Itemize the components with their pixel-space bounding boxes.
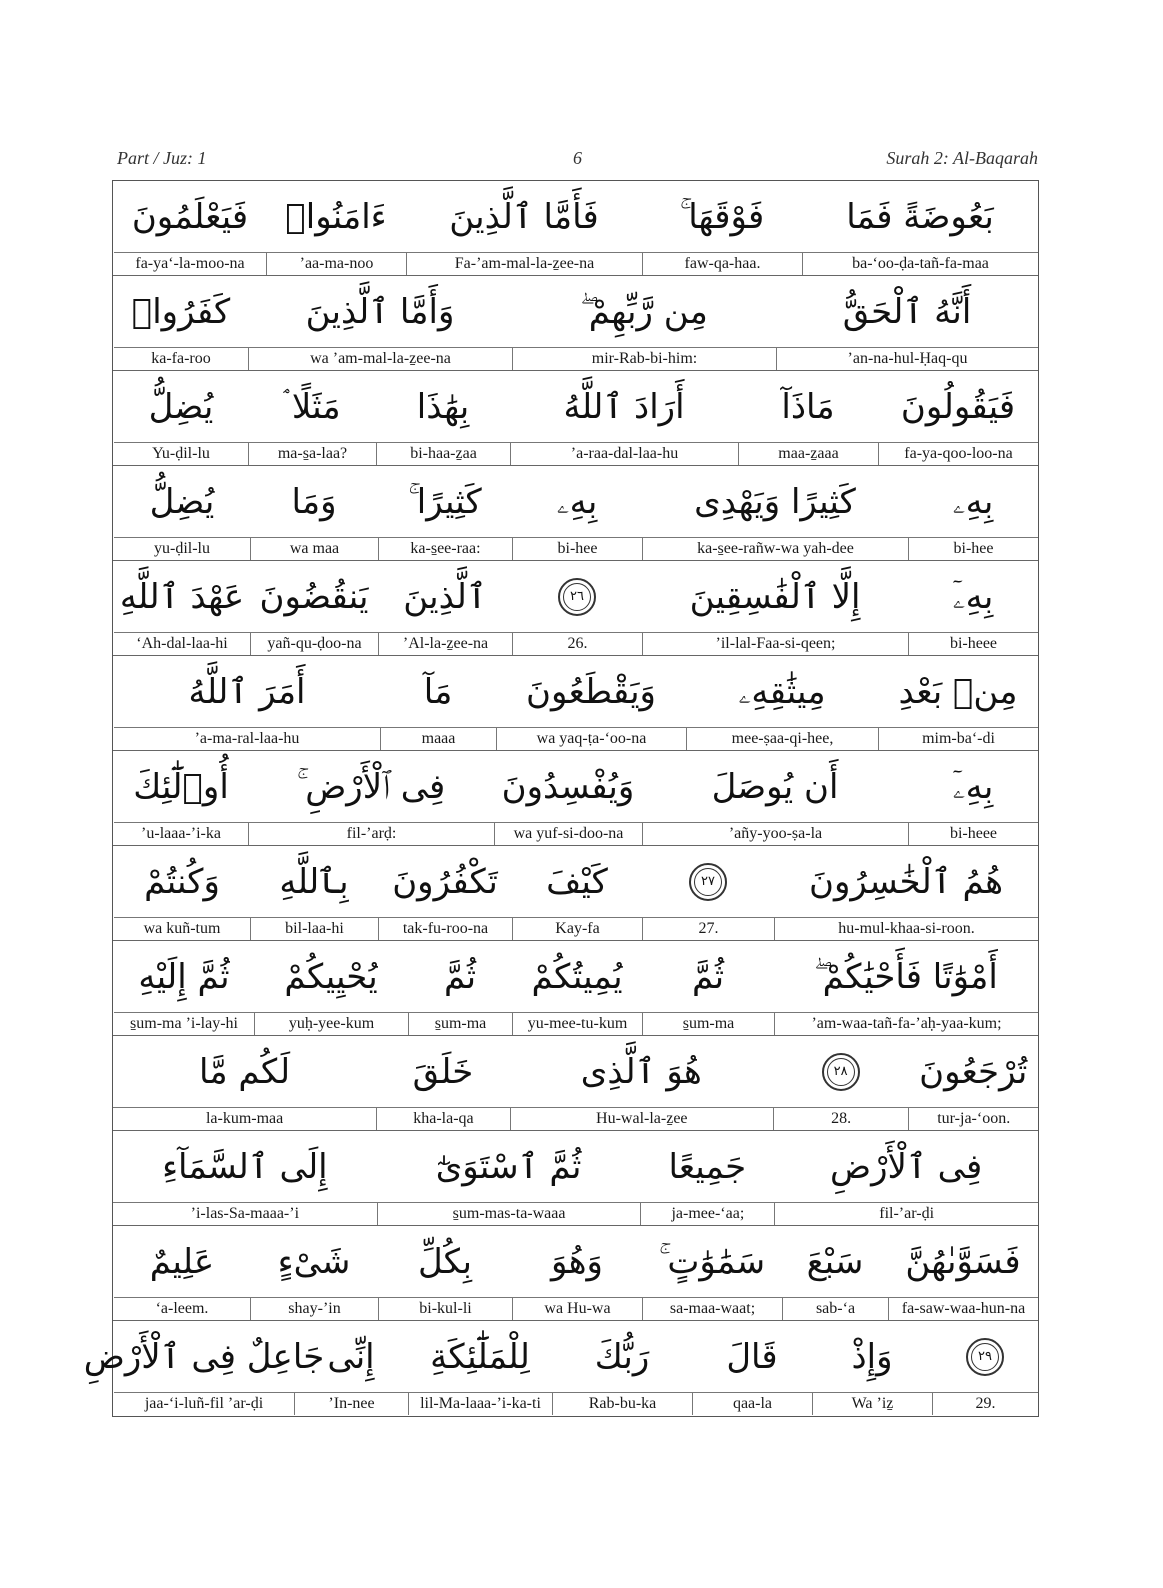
word-cell [932,1321,1038,1416]
verse-number-arabic: ٢٨ [833,1064,848,1079]
transliteration: bi-haa-ẕaa [376,442,510,465]
arabic-word: مِن رَّبِّهِمْ ۖ [580,291,708,332]
word-cell [496,656,686,750]
transliteration: Wa ’iẕ [812,1392,932,1415]
transliteration: faw-qa-haa. [642,252,802,275]
verse-line-row [113,561,1038,656]
arabic-word: إِنِّى [327,1336,375,1377]
arabic-word: مَاذَآ [781,386,835,427]
word-cell [510,1036,773,1130]
transliteration: s̱um-ma [642,1012,774,1035]
arabic-word: ءَامَنُوا۟ [285,196,387,237]
transliteration: ’aa-ma-noo [266,252,406,275]
arabic-word: لَكُم مَّا [199,1051,291,1092]
transliteration: bi-hee [908,537,1038,560]
transliteration: tak-fu-roo-na [378,917,512,940]
word-cell [113,1036,376,1130]
arabic-word: سَمَٰوَٰتٍ ۚ [658,1241,766,1282]
verse-marker-icon [688,862,728,902]
transliteration: ’an-na-hul-Ḥaq-qu [776,347,1038,370]
verse-line-row [113,656,1038,751]
word-cell [114,466,250,560]
word-cell [378,1226,512,1320]
arabic-word: وَيَقْطَعُونَ [526,671,656,712]
word-cell [250,561,378,655]
verse-line-row [113,1226,1038,1321]
word-cell [266,181,406,275]
word-cell [738,371,878,465]
transliteration: maaa [380,727,496,750]
word-cell [692,1321,812,1416]
arabic-word: وَمَا [291,481,337,522]
word-cell [908,751,1038,845]
word-cell [114,751,248,845]
arabic-word: كَفَرُوا۟ [131,291,231,332]
transliteration: Kay-fa [512,917,642,940]
arabic-word: فِى ٱلْأَرْضِ [830,1147,983,1187]
word-cell [642,751,908,845]
transliteration: 29. [932,1392,1038,1415]
arabic-word: فَوْقَهَا ۚ [679,196,765,237]
word-cell [642,846,774,940]
word-cell [114,561,250,655]
transliteration: fa-ya-qoo-loo-na [878,442,1038,465]
word-cell [378,466,512,560]
transliteration: bi-hee [512,537,642,560]
transliteration: ka-fa-roo [114,347,248,370]
transliteration: kha-la-qa [376,1107,510,1130]
transliteration: s̱um-ma [408,1012,512,1035]
verse-number-arabic: ٢٧ [701,874,715,889]
verse-line-row [113,466,1038,561]
arabic-word: وَهُوَ [551,1241,603,1282]
word-cell [642,181,802,275]
transliteration: maa-ẕaaa [738,442,878,465]
transliteration: wa yuf-si-doo-na [494,822,642,845]
page-header [117,148,1038,172]
arabic-word: وَكُنتُمْ [144,861,220,902]
transliteration: sa-maa-waat; [642,1297,782,1320]
verse-number-arabic: ٢٦ [570,589,584,604]
word-cell [802,181,1038,275]
arabic-word: مِيثَٰقِهِۦ [738,671,826,712]
word-cell [908,1036,1038,1130]
arabic-word: تَكْفُرُونَ [392,861,498,902]
transliteration: 27. [642,917,774,940]
word-cell [378,846,512,940]
word-cell [686,656,878,750]
transliteration: yu-mee-tu-kum [512,1012,642,1035]
word-cell [294,1321,408,1416]
verse-line-row [113,941,1038,1036]
arabic-word: بِٱللَّهِ [279,862,349,902]
word-by-word-table [83,180,1039,1417]
arabic-word: ثُمَّ ٱسْتَوَىٰٓ [435,1147,582,1187]
word-cell [377,1131,641,1225]
word-cell [114,276,248,370]
word-cell [642,466,908,560]
transliteration: 28. [773,1107,909,1130]
page-number: 6 [573,148,582,168]
word-cell [376,1036,510,1130]
surah-title: Surah 2: Al-Baqarah [886,148,1038,168]
word-cell [248,276,512,370]
arabic-word: يَنقُضُونَ [259,576,369,617]
arabic-word: إِلَى ٱلسَّمَآءِ [162,1147,328,1187]
arabic-word: مَثَلًا ۘ [283,386,341,427]
word-cell [888,1226,1038,1320]
arabic-word: يُمِيتُكُمْ [531,956,623,997]
word-cell [250,1226,378,1320]
word-cell [642,561,908,655]
arabic-word: هُوَ ٱلَّذِى [580,1052,702,1092]
word-cell [254,941,408,1035]
transliteration: fa-ya‘-la-moo-na [114,252,266,275]
word-cell [83,1321,325,1416]
transliteration: fil-’arḍ: [248,822,494,845]
transliteration: wa ’am-mal-la-ẕee-na [248,347,512,370]
arabic-word: بِهِۦٓ [952,576,994,617]
verse-end-marker [932,1321,1038,1392]
transliteration: ba-‘oo-ḍa-tañ-fa-maa [802,252,1038,275]
arabic-word: بِهِۦ [556,481,598,522]
arabic-word: تُرْجَعُونَ [919,1051,1028,1092]
transliteration: bi-kul-li [378,1297,512,1320]
arabic-word: سَبْعَ [806,1241,864,1282]
word-cell [552,1321,692,1416]
verse-line-row [113,276,1038,371]
arabic-word: أَرَادَ ٱللَّهُ [563,387,685,427]
word-cell [774,846,1038,940]
arabic-word: أُو۟لَٰٓئِكَ [133,766,229,807]
arabic-word: ٱلَّذِينَ [403,577,487,617]
word-cell [773,1036,909,1130]
word-cell [878,656,1038,750]
transliteration: s̱um-ma ’i-lay-hi [114,1012,254,1035]
word-cell [114,371,248,465]
transliteration: ’il-lal-Faa-si-qeen; [642,632,908,655]
transliteration: la-kum-maa [113,1107,376,1130]
arabic-word: بِهِۦ [952,481,994,522]
verse-marker-icon [557,577,597,617]
word-cell [774,1131,1038,1225]
arabic-word: فَسَوَّىٰهُنَّ [905,1241,1021,1282]
transliteration: Hu-wal-la-ẕee [510,1107,773,1130]
transliteration: s̱um-mas-ta-waaa [377,1202,641,1225]
transliteration: bil-laa-hi [250,917,378,940]
arabic-word: وَأَمَّا ٱلَّذِينَ [305,292,455,332]
transliteration: ‘Ah-dal-laa-hi [114,632,250,655]
transliteration: wa maa [250,537,378,560]
part-juz-label: Part / Juz: 1 [117,148,207,168]
arabic-word: عَهْدَ ٱللَّهِ [119,577,245,617]
word-cell [114,1226,250,1320]
arabic-word: بِهِۦٓ [952,766,994,807]
transliteration: yu-ḍil-lu [114,537,250,560]
arabic-word: مَآ [423,671,453,712]
arabic-word: فَأَمَّا ٱلَّذِينَ [449,197,599,237]
transliteration: wa Hu-wa [512,1297,642,1320]
transliteration: lil-Ma-laaa-’i-ka-ti [408,1392,552,1415]
transliteration: ja-mee-‘aa; [640,1202,774,1225]
arabic-word: بِهَٰذَا [416,386,470,427]
verse-number-arabic: ٢٩ [978,1349,992,1364]
arabic-word: جَاعِلٌ فِى ٱلْأَرْضِ [83,1337,325,1377]
word-cell [408,941,512,1035]
transliteration: sab-‘a [782,1297,888,1320]
arabic-word: رَبُّكَ [594,1336,650,1377]
transliteration: qaa-la [692,1392,812,1415]
word-cell [878,371,1038,465]
transliteration: mir-Rab-bi-him: [512,347,776,370]
word-cell [114,941,254,1035]
transliteration: Fa-’am-mal-la-ẕee-na [406,252,642,275]
word-cell [908,561,1038,655]
word-cell [512,846,642,940]
word-cell [494,751,642,845]
verse-line-row [113,181,1038,276]
word-cell [114,656,380,750]
transliteration: bi-heee [908,632,1038,655]
word-cell [380,656,496,750]
arabic-word: يُضِلُّ [149,481,215,522]
arabic-word: بَعُوضَةً فَمَا [846,196,994,237]
arabic-word: أَنَّهُ ٱلْحَقُّ [842,292,972,332]
transliteration: jaa-‘i-luñ-fil ’ar-ḍi [114,1392,294,1415]
word-cell [512,941,642,1035]
arabic-word: وَإِذْ [851,1336,893,1377]
verse-line-row [113,1036,1038,1131]
arabic-word: فِى ٱلْأَرْضِ ۚ [296,766,446,807]
word-cell [642,1226,782,1320]
arabic-word: مِنۢ بَعْدِ [898,671,1018,712]
transliteration: ’Al-la-ẕee-na [378,632,512,655]
arabic-word: شَىْءٍ [277,1241,351,1282]
verse-end-marker [773,1036,909,1107]
transliteration: ’i-las-Sa-maaa-’i [113,1202,377,1225]
transliteration: ’u-laaa-’i-ka [114,822,248,845]
transliteration: yuḥ-yee-kum [254,1012,408,1035]
word-cell [512,1226,642,1320]
word-cell [114,181,266,275]
transliteration: 26. [512,632,642,655]
word-cell [510,371,738,465]
verse-line-row [113,1131,1038,1226]
arabic-word: أَمْوَٰتًا فَأَحْيَٰكُمْ ۖ [814,956,998,997]
transliteration: shay-’in [250,1297,378,1320]
word-cell [113,1131,377,1225]
transliteration: mim-ba‘-di [878,727,1038,750]
word-cell [408,1321,552,1416]
arabic-word: أَمَرَ ٱللَّهُ [188,672,306,712]
arabic-word: بِكُلِّ [418,1241,472,1282]
transliteration: hu-mul-khaa-si-roon. [774,917,1038,940]
word-cell [248,751,494,845]
transliteration: ma-s̱a-laa? [248,442,376,465]
arabic-word: كَثِيرًا وَيَهْدِى [694,481,856,522]
arabic-word: فَيَقُولُونَ [900,386,1016,427]
arabic-word: كَثِيرًا ۚ [408,481,482,522]
arabic-word: يُضِلُّ [148,386,214,427]
word-cell [908,466,1038,560]
transliteration: fa-saw-waa-hun-na [888,1297,1038,1320]
verse-line-row [83,1321,1038,1416]
verse-line-row [113,371,1038,466]
transliteration: Yu-ḍil-lu [114,442,248,465]
arabic-word: عَلِيمٌ [149,1241,215,1282]
word-cell [642,941,774,1035]
arabic-word: وَيُفْسِدُونَ [501,766,635,807]
word-cell [406,181,642,275]
word-cell [774,941,1038,1035]
word-cell [250,846,378,940]
transliteration: ’a-raa-dal-laa-hu [510,442,738,465]
word-cell [512,561,642,655]
verse-line-row [113,751,1038,846]
arabic-word: ثُمَّ [443,956,477,997]
verse-marker-icon [821,1052,861,1092]
word-cell [812,1321,932,1416]
arabic-word: هُمُ ٱلْخَٰسِرُونَ [808,862,1004,902]
transliteration: fil-’ar-ḍi [774,1202,1038,1225]
transliteration: ’a-ma-ral-laa-hu [114,727,380,750]
word-cell [248,371,376,465]
transliteration: ka-s̱ee-rañw-wa yah-dee [642,537,908,560]
transliteration: wa yaq-ṭa-‘oo-na [496,727,686,750]
arabic-word: إِلَّا ٱلْفَٰسِقِينَ [689,577,861,617]
arabic-word: فَيَعْلَمُونَ [131,196,249,237]
arabic-word: لِلْمَلَٰٓئِكَةِ [430,1336,530,1377]
word-cell [640,1131,774,1225]
transliteration: mee-ṣaa-qi-hee, [686,727,878,750]
word-cell [250,466,378,560]
arabic-word: خَلَقَ [412,1051,474,1092]
arabic-word: يُحْيِيكُمْ [284,956,378,997]
word-cell [114,846,250,940]
word-cell [776,276,1038,370]
arabic-word: قَالَ [726,1336,778,1377]
transliteration: ’añy-yoo-ṣa-la [642,822,908,845]
transliteration: yañ-qu-ḍoo-na [250,632,378,655]
verse-line-row [113,846,1038,941]
verse-marker-icon [965,1337,1005,1377]
transliteration: ka-s̱ee-raa: [378,537,512,560]
arabic-word: جَمِيعًا [668,1146,747,1187]
transliteration: ’am-waa-tañ-fa-’aḥ-yaa-kum; [774,1012,1038,1035]
transliteration: ‘a-leem. [114,1297,250,1320]
word-cell [512,466,642,560]
arabic-word: كَيْفَ [546,861,608,902]
verse-end-marker [512,561,642,632]
word-cell [782,1226,888,1320]
arabic-word: ثُمَّ إِلَيْهِ [138,956,230,997]
arabic-word: ثُمَّ [691,956,725,997]
transliteration: wa kuñ-tum [114,917,250,940]
word-cell [376,371,510,465]
transliteration: tur-ja-‘oon. [908,1107,1038,1130]
transliteration: bi-heee [908,822,1038,845]
word-cell [378,561,512,655]
transliteration: Rab-bu-ka [552,1392,692,1415]
word-cell [512,276,776,370]
verse-end-marker [642,846,774,917]
transliteration: ’In-nee [294,1392,408,1415]
arabic-word: أَن يُوصَلَ [711,766,839,807]
